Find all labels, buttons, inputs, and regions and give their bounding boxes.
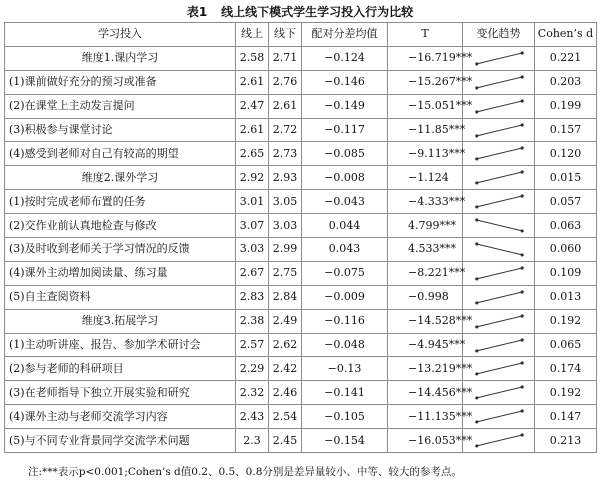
table-note: 注:***表示p<0.001;Cohen’s d值0.2、0.5、0.8分别是差异量较小、中等、较大的参考点。 [28,466,462,478]
online-point [475,134,478,137]
dimension-row [5,309,597,333]
item-cell: (2)交作业前认真地检查与修改 [5,214,236,238]
trend-line [477,77,522,88]
t-cell: −14.528*** [388,309,463,333]
online-point [475,206,478,209]
online-cell: 2.58 [236,46,269,70]
online-cell: 2.43 [236,405,269,429]
offline-point [521,253,524,256]
trend-cell [463,238,535,262]
online-point [475,86,478,89]
trend-line [477,196,522,207]
cohens-d-cell: 0.213 [535,429,597,453]
trend-sparkline [463,142,534,165]
cohens-d-cell: 0.065 [535,333,597,357]
header-item: 学习投入 [5,23,236,47]
online-cell: 2.61 [236,118,269,142]
trend-cell [463,214,535,238]
online-cell: 2.67 [236,261,269,285]
offline-point [521,51,524,54]
offline-cell: 2.99 [269,238,302,262]
t-cell: −8.221*** [388,261,463,285]
cohens-d-cell: 0.192 [535,309,597,333]
cohens-d-cell: 0.221 [535,46,597,70]
offline-point [521,99,524,102]
trend-sparkline [463,334,534,357]
online-cell: 2.57 [236,333,269,357]
trend-line [477,268,522,279]
trend-sparkline [463,357,534,380]
trend-sparkline [463,405,534,428]
offline-point [521,195,524,198]
offline-cell: 2.93 [269,166,302,190]
item-cell: 维度3.拓展学习 [5,309,236,333]
cohens-d-cell: 0.147 [535,405,597,429]
offline-cell: 2.84 [269,285,302,309]
trend-line [477,172,522,183]
item-cell: (3)积极参与课堂讨论 [5,118,236,142]
table-title: 线上线下模式学生学习投入行为比较 [221,5,414,19]
diff-cell: −0.009 [302,285,388,309]
offline-point [521,338,524,341]
table-row [5,261,597,285]
trend-sparkline [463,190,534,213]
cohens-d-cell: 0.203 [535,70,597,94]
item-cell: 维度1.课内学习 [5,46,236,70]
t-cell: 4.799*** [388,214,463,238]
online-cell: 2.65 [236,142,269,166]
online-point [475,158,478,161]
offline-cell: 2.42 [269,357,302,381]
diff-cell: 0.044 [302,214,388,238]
trend-sparkline [463,71,534,94]
offline-point [521,314,524,317]
table-number: 表1 [186,5,208,19]
t-cell: −4.333*** [388,190,463,214]
trend-cell [463,405,535,429]
trend-line [477,220,522,231]
online-cell: 2.47 [236,94,269,118]
diff-cell: −0.146 [302,70,388,94]
t-cell: −11.85*** [388,118,463,142]
header-diff: 配对分差均值 [302,23,388,47]
item-cell: (1)课前做好充分的预习或准备 [5,70,236,94]
diff-cell: −0.075 [302,261,388,285]
trend-cell [463,429,535,453]
cohens-d-cell: 0.109 [535,261,597,285]
offline-cell: 3.03 [269,214,302,238]
header-cohens-d: Cohen’s d [535,23,597,47]
dimension-row [5,46,597,70]
online-cell: 2.61 [236,70,269,94]
offline-point [521,75,524,78]
cohens-d-cell: 0.192 [535,381,597,405]
table-row [5,405,597,429]
offline-point [521,229,524,232]
offline-cell: 2.62 [269,333,302,357]
cohens-d-cell: 0.199 [535,94,597,118]
cohens-d-cell: 0.157 [535,118,597,142]
table-row [5,381,597,405]
item-cell: (4)课外主动与老师交流学习内容 [5,405,236,429]
trend-sparkline [463,286,534,309]
offline-point [521,147,524,150]
trend-line [477,244,522,255]
online-point [475,242,478,245]
t-cell: −16.719*** [388,46,463,70]
trend-cell [463,166,535,190]
offline-point [521,362,524,365]
trend-line [477,363,522,374]
online-point [475,444,478,447]
trend-cell [463,118,535,142]
diff-cell: −0.13 [302,357,388,381]
item-cell: (5)与不同专业背景同学交流学术问题 [5,429,236,453]
online-point [475,397,478,400]
table-caption [0,3,600,21]
trend-cell [463,333,535,357]
item-cell: (3)及时收到老师关于学习情况的反馈 [5,238,236,262]
t-cell: −1.124 [388,166,463,190]
trend-line [477,435,522,446]
offline-cell: 2.73 [269,142,302,166]
item-cell: (4)感受到老师对自己有较高的期望 [5,142,236,166]
online-cell: 3.07 [236,214,269,238]
item-cell: (5)自主查阅资料 [5,285,236,309]
trend-line [477,53,522,64]
online-point [475,62,478,65]
online-cell: 2.32 [236,381,269,405]
t-cell: −16.053*** [388,429,463,453]
t-cell: −0.998 [388,285,463,309]
trend-cell [463,357,535,381]
trend-sparkline [463,262,534,285]
table-row [5,429,597,453]
diff-cell: −0.043 [302,190,388,214]
item-cell: (3)在老师指导下独立开展实验和研究 [5,381,236,405]
table-row [5,190,597,214]
trend-line [477,316,522,327]
online-cell: 2.83 [236,285,269,309]
item-cell: (4)课外主动增加阅读量、练习量 [5,261,236,285]
offline-cell: 2.45 [269,429,302,453]
offline-point [521,123,524,126]
cohens-d-cell: 0.174 [535,357,597,381]
table-row [5,214,597,238]
engagement-table [4,22,597,453]
trend-sparkline [463,95,534,118]
diff-cell: −0.141 [302,381,388,405]
cohens-d-cell: 0.013 [535,285,597,309]
online-cell: 3.01 [236,190,269,214]
t-cell: −9.113*** [388,142,463,166]
offline-point [521,410,524,413]
cohens-d-cell: 0.060 [535,238,597,262]
t-cell: −13.219*** [388,357,463,381]
t-cell: −15.267*** [388,70,463,94]
online-point [475,219,478,222]
offline-point [521,290,524,293]
item-cell: (1)主动听讲座、报告、参加学术研讨会 [5,333,236,357]
trend-cell [463,94,535,118]
trend-sparkline [463,166,534,189]
table-row [5,333,597,357]
table-row [5,94,597,118]
diff-cell: −0.105 [302,405,388,429]
diff-cell: −0.117 [302,118,388,142]
table-body [5,46,597,452]
t-cell: −14.456*** [388,381,463,405]
cohens-d-cell: 0.063 [535,214,597,238]
offline-cell: 2.46 [269,381,302,405]
table-row [5,118,597,142]
online-cell: 2.92 [236,166,269,190]
header-offline: 线下 [269,23,302,47]
online-point [475,349,478,352]
trend-line [477,387,522,398]
online-point [475,182,478,185]
trend-sparkline [463,381,534,404]
t-cell: −11.135*** [388,405,463,429]
offline-cell: 2.61 [269,94,302,118]
cohens-d-cell: 0.120 [535,142,597,166]
trend-line [477,292,522,303]
diff-cell: −0.008 [302,166,388,190]
diff-cell: −0.085 [302,142,388,166]
header-t: T [388,23,463,47]
diff-cell: 0.043 [302,238,388,262]
trend-cell [463,285,535,309]
offline-cell: 2.72 [269,118,302,142]
cohens-d-cell: 0.015 [535,166,597,190]
trend-line [477,125,522,136]
trend-cell [463,190,535,214]
online-cell: 2.3 [236,429,269,453]
trend-cell [463,381,535,405]
trend-sparkline [463,119,534,142]
trend-sparkline [463,214,534,237]
offline-point [521,171,524,174]
online-point [475,325,478,328]
trend-line [477,411,522,422]
online-cell: 3.03 [236,238,269,262]
online-point [475,373,478,376]
t-cell: −4.945*** [388,333,463,357]
trend-cell [463,261,535,285]
trend-cell [463,70,535,94]
trend-cell [463,46,535,70]
offline-point [521,386,524,389]
online-cell: 2.29 [236,357,269,381]
online-point [475,110,478,113]
offline-point [521,434,524,437]
offline-cell: 3.05 [269,190,302,214]
header-online: 线上 [236,23,269,47]
t-cell: −15.051*** [388,94,463,118]
item-cell: (1)按时完成老师布置的任务 [5,190,236,214]
table-row [5,357,597,381]
trend-sparkline [463,429,534,452]
trend-line [477,148,522,159]
online-point [475,421,478,424]
trend-cell [463,142,535,166]
header-trend: 变化趋势 [463,23,535,47]
item-cell: (2)参与老师的科研项目 [5,357,236,381]
trend-sparkline [463,47,534,70]
t-cell: 4.533*** [388,238,463,262]
trend-sparkline [463,310,534,333]
table-row [5,70,597,94]
header-row [5,23,597,47]
dimension-row [5,166,597,190]
diff-cell: −0.116 [302,309,388,333]
item-cell: (2)在课堂上主动发言提问 [5,94,236,118]
table-row [5,238,597,262]
online-cell: 2.38 [236,309,269,333]
diff-cell: −0.124 [302,46,388,70]
offline-cell: 2.75 [269,261,302,285]
trend-line [477,340,522,351]
online-point [475,301,478,304]
trend-line [477,101,522,112]
online-point [475,277,478,280]
diff-cell: −0.149 [302,94,388,118]
diff-cell: −0.154 [302,429,388,453]
table-row [5,285,597,309]
offline-cell: 2.71 [269,46,302,70]
offline-cell: 2.54 [269,405,302,429]
offline-cell: 2.49 [269,309,302,333]
table-row [5,142,597,166]
cohens-d-cell: 0.057 [535,190,597,214]
offline-point [521,266,524,269]
trend-sparkline [463,238,534,261]
item-cell: 维度2.课外学习 [5,166,236,190]
diff-cell: −0.048 [302,333,388,357]
offline-cell: 2.76 [269,70,302,94]
trend-cell [463,309,535,333]
